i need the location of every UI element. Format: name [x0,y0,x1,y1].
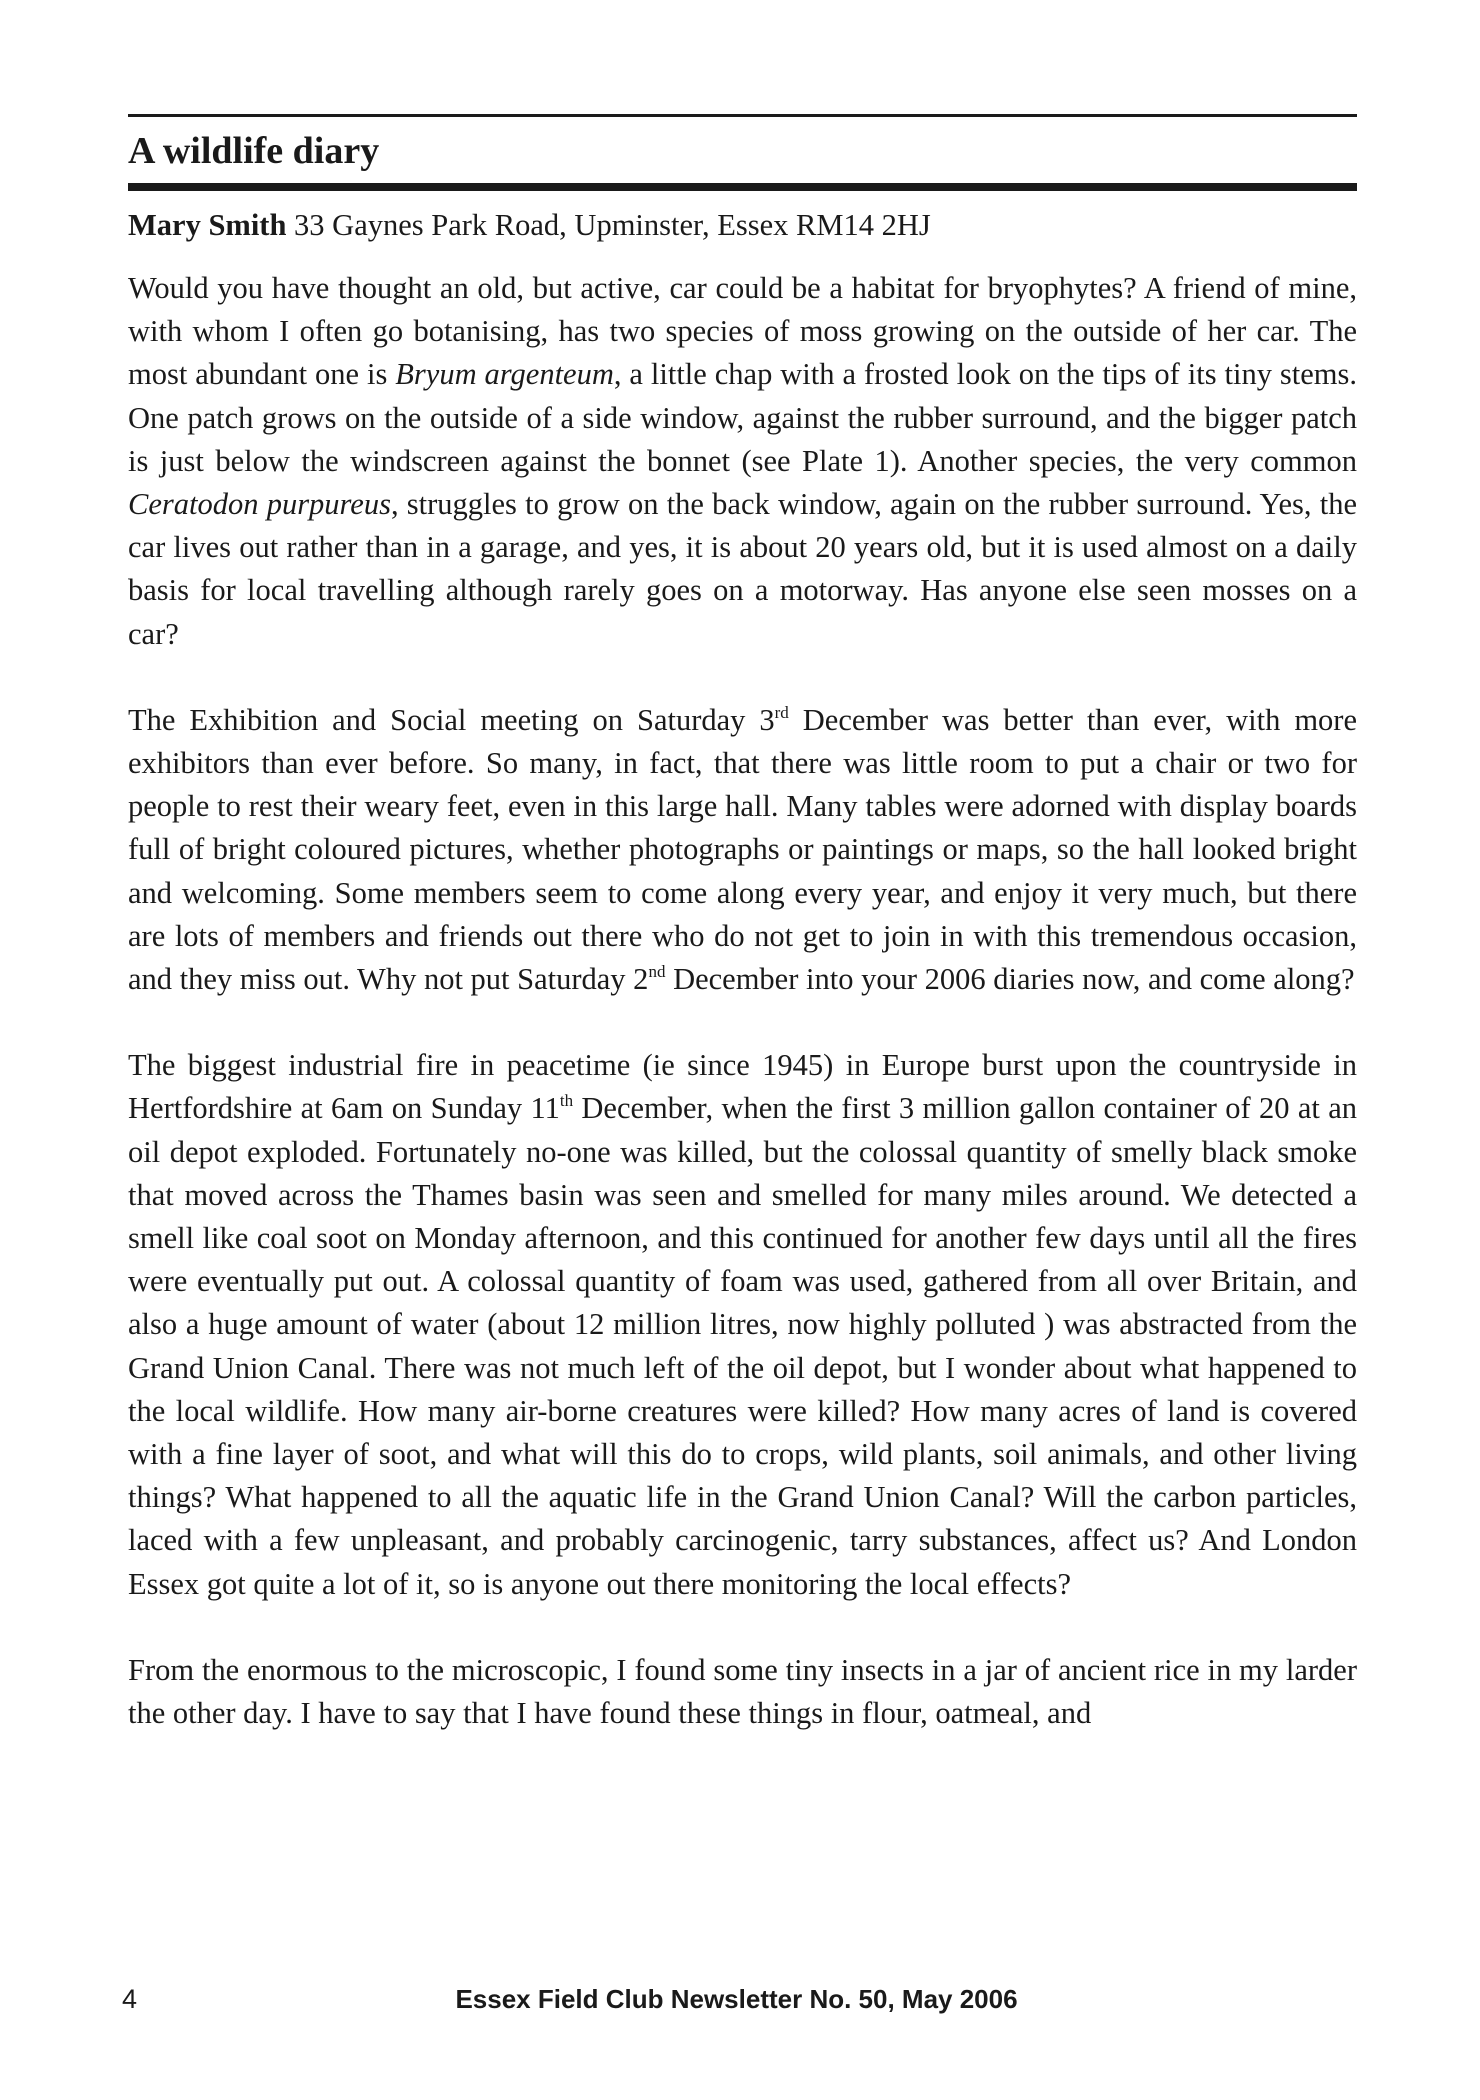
paragraph-text: , struggles to grow on the back window, again on the rubber surround. Yes, the car lives out rather than in a garage, and yes, it is about 20 years old, but it is used almost on a daily basis for local travelling although rarely goes on a motorway. Has anyone else seen mosses on a car? [128,487,1357,651]
species-name: Bryum argenteum [395,357,614,392]
paragraph-text: From the enormous to the microscopic, I found some tiny insects in a jar of ancient rice in my larder the other day. I have to say that I have found these things in flour, oatmeal, and [128,1652,1357,1731]
journal-citation: Essex Field Club Newsletter No. 50, May 2006 [455,1984,1018,2014]
article [128,114,1357,1735]
paragraph-text: The Exhibition and Social meeting on Saturday 3 [128,702,775,737]
paragraph-moss-on-car [128,267,1357,656]
paragraph-text: December, when the first 3 million gallon container of 20 at an oil depot exploded. Fortunately no-one was killed, but the colossal quantity of smelly black smoke that moved across the Thames basin was seen and smelled for many miles around. We detected a smell like coal soot on Monday afternoon, and this continued for another few days until all the fires were eventually put out. A colossal quantity of foam was used, gathered from all over Britain, and also a huge amount of water (about 12 million litres, now highly polluted ) was abstracted from the Grand Union Canal. There was not much left of the oil depot, but I wonder about what happened to the local wildlife. How many air-borne creatures were killed? How many acres of land is covered with a fine layer of soot, and what will this do to crops, wild plants, soil animals, and other living things? What happened to all the aquatic life in the Grand Union Canal? Will the carbon particles, laced with a few unpleasant, and probably carcinogenic, tarry substances, affect us? And London Essex got quite a lot of it, so is anyone out there monitoring the local effects? [128,1091,1357,1601]
paragraph-text: December into your 2006 diaries now, and come along? [665,962,1355,997]
author-name: Mary Smith [128,208,287,242]
paragraph-text: Would you have thought an old, but active, car could be a habitat for bryophytes? A friend of mine, with whom I often go botanising, has two species of moss growing on the outside of her car. The most abundant one is [128,271,1357,392]
species-name: Ceratodon purpureus [128,487,391,522]
page-footer [122,1981,1351,2021]
ordinal-suffix: rd [774,702,789,722]
paragraph-rice-insects [128,1649,1357,1735]
ordinal-suffix: th [559,1091,574,1111]
paragraph-text: The biggest industrial fire in peacetime (ie since 1945) in Europe burst upon the countryside in Hertfordshire at 6am on Sunday 11 [128,1048,1357,1126]
article-body [128,267,1357,1735]
byline [128,205,1357,245]
top-rule [128,114,1357,117]
title-rule [128,183,1357,191]
paragraph-exhibition [128,699,1357,1001]
page-number: 4 [122,1984,138,2014]
author-address: 33 Gaynes Park Road, Upminster, Essex RM14 2HJ [286,208,931,242]
article-title: A wildlife diary [128,130,380,172]
paragraph-text: December was better than ever, with more exhibitors than ever before. So many, in fact, that there was little room to put a chair or two for people to rest their weary feet, even in this large hall. Many tables were adorned with display boards full of bright coloured pictures, whether photographs or paintings or maps, so the hall looked bright and welcoming. Some members seem to come along every year, and enjoy it very much, but there are lots of members and friends out there who do not get to join in with this tremendous occasion, and they miss out. Why not put Saturday 2 [128,702,1357,997]
paragraph-industrial-fire [128,1044,1357,1606]
ordinal-suffix: nd [648,962,666,982]
paragraph-text: , a little chap with a frosted look on the tips of its tiny stems. One patch grows on the outside of a side window, against the rubber surround, and the bigger patch is just below the windscreen against the bonnet (see Plate 1). Another species, the very common [128,357,1357,478]
